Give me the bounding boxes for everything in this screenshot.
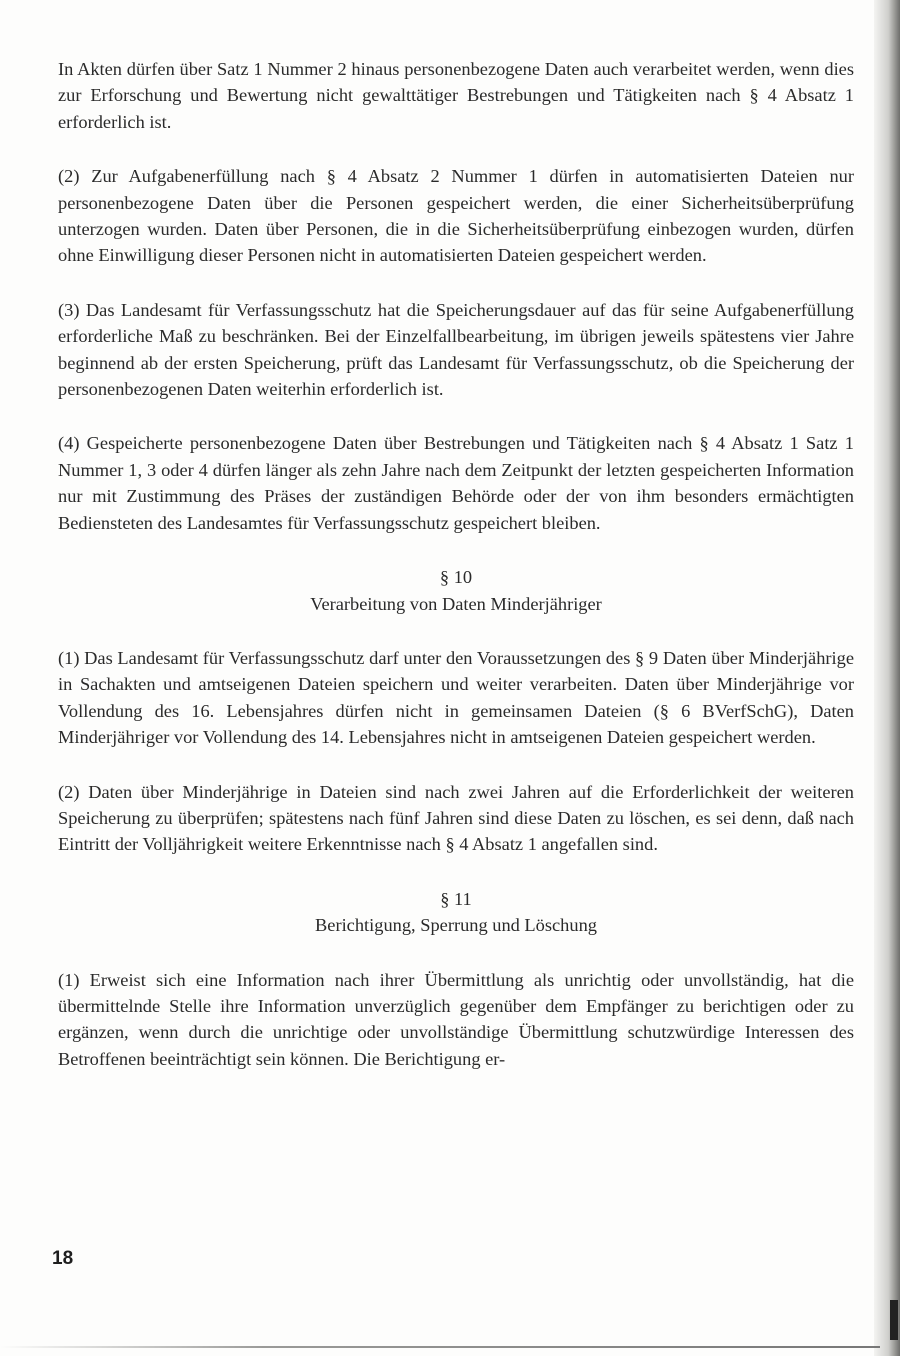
section-11-paragraph-1: (1) Erweist sich eine Information nach ihrer Übermittlung als unrichtig oder unvollständig, hat die übermittelnde Stelle ihre Information unverzüglich gegenüber dem Empfänger zu berichtigen oder zu ergänzen, wenn durch die unrichtige oder unvollständige Übermittlung schutzwürdige Interessen des Betroffenen beeinträchtigt sein können. Die Berichtigung er- (58, 969, 854, 1069)
document-body (58, 56, 854, 1072)
section-11-heading (58, 886, 854, 939)
section-11-title: Berichtigung, Sperrung und Löschung (315, 915, 597, 936)
section-10-title: Verarbeitung von Daten Minderjähriger (310, 593, 602, 614)
page-edge-shadow (874, 0, 900, 1356)
page-bottom-edge (0, 1346, 880, 1348)
section-10-paragraph-1: (1) Das Landesamt für Verfassungsschutz darf unter den Voraussetzungen des § 9 Daten über Minderjährige in Sachakten und amtseigenen Dateien speichern und weiter verarbeiten. Daten über Minderjährige vor Vollendung des 16. Lebensjahres dürfen nicht in gemeinsamen Dateien (§ 6 BVerfSchG), Daten Minderjähriger vor Vollendung des 14. Lebensjahres nicht in amtseigenen Dateien gespeichert werden. (58, 647, 854, 748)
paragraph-4: (4) Gespeicherte personenbezogene Daten über Bestrebungen und Tätigkeiten nach § 4 Absatz 1 Satz 1 Nummer 1, 3 oder 4 dürfen länger als zehn Jahre nach dem Zeitpunkt der letzten gespeicherten Information nur mit Zustimmung des Präses der zuständigen Behörde oder der von ihm besonders ermächtigten Bediensteten des Landesamtes für Verfassungsschutz gespeichert bleiben. (58, 433, 854, 533)
paragraph-3: (3) Das Landesamt für Verfassungsschutz hat die Speicherungsdauer auf das für seine Aufgabenerfüllung erforderliche Maß zu beschränken. Bei der Einzelfallbearbeitung, im übrigen jeweils spätestens vier Jahre beginnend ab der ersten Speicherung, prüft das Landesamt für Verfassungsschutz, ob die Speicherung der personenbezogenen Daten weiterhin erforderlich ist. (58, 299, 854, 400)
section-10-heading (58, 564, 854, 617)
section-11-number: § 11 (440, 888, 472, 909)
page-number: 18 (52, 1248, 74, 1269)
page-edge-mark (890, 1300, 898, 1340)
paragraph-intro: In Akten dürfen über Satz 1 Nummer 2 hinaus personenbezogene Daten auch verarbeitet werden, wenn dies zur Erforschung und Bewertung nicht gewalttätiger Bestrebungen und Tätigkeiten nach § 4 Absatz 1 erforderlich ist. (58, 59, 854, 132)
paragraph-2: (2) Zur Aufgabenerfüllung nach § 4 Absatz 2 Nummer 1 dürfen in automatisierten Dateien nur personenbezogene Daten über die Personen gespeichert werden, die einer Sicherheitsüberprüfung unterzogen wurden. Daten über Personen, die in die Sicherheitsüberprüfung einbezogen wurden, dürfen ohne Einwilligung dieser Personen nicht in automatisierten Dateien gespeichert werden. (58, 166, 854, 266)
section-10-number: § 10 (439, 567, 473, 588)
section-10-paragraph-2: (2) Daten über Minderjährige in Dateien sind nach zwei Jahren auf die Erforderlichkeit der weiteren Speicherung zu überprüfen; spätestens nach fünf Jahren sind diese Daten zu löschen, es sei denn, daß nach Eintritt der Volljährigkeit weitere Erkenntnisse nach § 4 Absatz 1 angefallen sind. (58, 781, 854, 855)
